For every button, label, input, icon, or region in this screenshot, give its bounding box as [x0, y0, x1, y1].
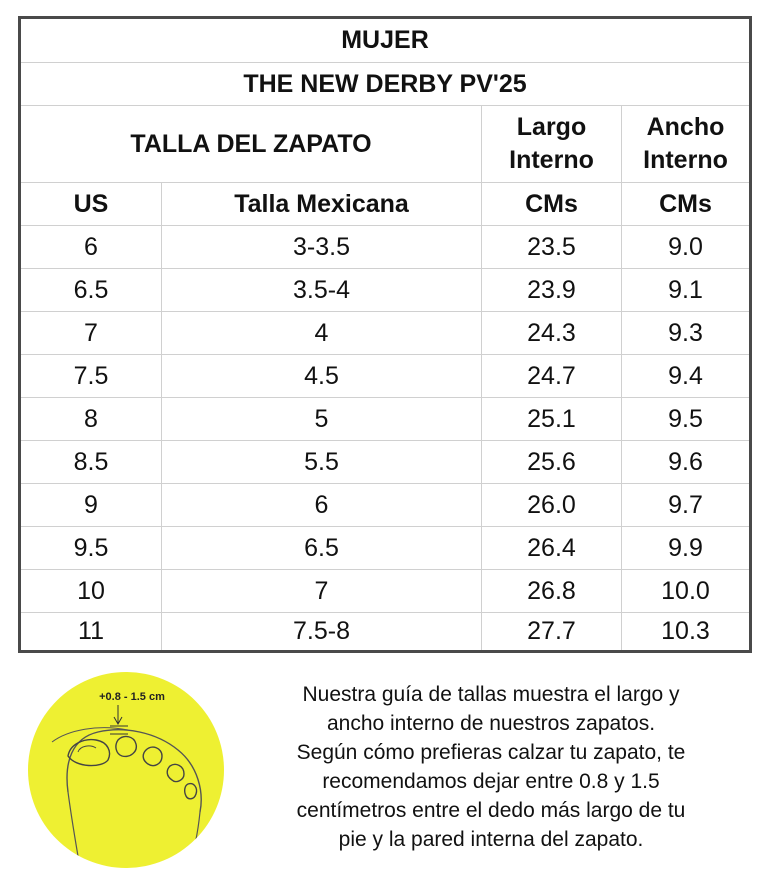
us-size: 10	[77, 576, 105, 605]
us-size: 9.5	[73, 533, 109, 562]
table-row	[21, 312, 749, 355]
inner-length: 24.7	[481, 355, 621, 397]
us-size: 7	[84, 318, 98, 347]
width-header	[621, 106, 749, 182]
us-size: 7.5	[73, 361, 109, 390]
inner-width: 9.3	[621, 312, 749, 354]
width-header-line2: Interno	[643, 146, 728, 174]
foot-toes-icon	[28, 672, 224, 868]
note-line: Nuestra guía de tallas muestra el largo y	[302, 683, 680, 706]
table-row	[21, 398, 749, 441]
shoe-size-header: TALLA DEL ZAPATO	[130, 129, 372, 158]
table-row	[21, 484, 749, 527]
length-header	[481, 106, 621, 182]
us-size: 6	[84, 232, 98, 261]
us-size: 8	[84, 404, 98, 433]
mx-size: 4	[161, 312, 481, 354]
mx-size: 3-3.5	[161, 226, 481, 268]
inner-length: 23.5	[481, 226, 621, 268]
gap-measure-label: +0.8 - 1.5 cm	[99, 691, 165, 703]
inner-length: 25.1	[481, 398, 621, 440]
note-line: Según cómo prefieras calzar tu zapato, te	[296, 741, 686, 764]
column-header-row	[21, 106, 749, 183]
inner-width: 10.0	[621, 570, 749, 612]
units-row	[21, 183, 749, 226]
inner-width: 9.6	[621, 441, 749, 483]
fit-guidance-note	[236, 680, 746, 854]
width-header-line1: Ancho	[646, 113, 725, 141]
table-row	[21, 441, 749, 484]
mx-size: 5.5	[161, 441, 481, 483]
note-line: ancho interno de nuestros zapatos.	[326, 712, 656, 735]
table-title: MUJER	[341, 26, 429, 54]
table-row	[21, 613, 749, 650]
note-line: recomendamos dejar entre 0.8 y 1.5	[322, 770, 660, 793]
inner-width: 9.0	[621, 226, 749, 268]
length-header-line2: Interno	[509, 146, 594, 174]
inner-width: 10.3	[621, 613, 749, 650]
inner-length: 24.3	[481, 312, 621, 354]
mx-size: 4.5	[161, 355, 481, 397]
inner-width: 9.4	[621, 355, 749, 397]
size-chart-table	[18, 16, 752, 653]
table-row	[21, 355, 749, 398]
length-unit-header: CMs	[481, 183, 621, 225]
inner-width: 9.1	[621, 269, 749, 311]
mx-size: 7	[161, 570, 481, 612]
mx-size: 3.5-4	[161, 269, 481, 311]
table-subtitle: THE NEW DERBY PV'25	[243, 69, 527, 98]
inner-length: 25.6	[481, 441, 621, 483]
us-size: 9	[84, 490, 98, 519]
inner-length: 26.4	[481, 527, 621, 569]
inner-width: 9.9	[621, 527, 749, 569]
us-size: 8.5	[73, 447, 109, 476]
table-row	[21, 226, 749, 269]
inner-width: 9.5	[621, 398, 749, 440]
subtitle-row	[21, 63, 749, 106]
inner-length: 23.9	[481, 269, 621, 311]
mx-size: 7.5-8	[161, 613, 481, 650]
inner-length: 26.8	[481, 570, 621, 612]
mx-size: 6	[161, 484, 481, 526]
table-row	[21, 570, 749, 613]
mx-size: 6.5	[161, 527, 481, 569]
inner-length: 27.7	[481, 613, 621, 650]
length-header-line1: Largo	[516, 113, 587, 141]
mx-unit-header: Talla Mexicana	[161, 183, 481, 225]
inner-width: 9.7	[621, 484, 749, 526]
us-unit-header: US	[73, 189, 109, 218]
title-row	[21, 19, 749, 63]
us-size: 11	[78, 617, 104, 645]
mx-size: 5	[161, 398, 481, 440]
us-size: 6.5	[73, 275, 109, 304]
inner-length: 26.0	[481, 484, 621, 526]
width-unit-header: CMs	[621, 183, 749, 225]
table-row	[21, 527, 749, 570]
foot-illustration	[28, 672, 224, 868]
note-line: centímetros entre el dedo más largo de tu	[296, 799, 686, 822]
note-line: pie y la pared interna del zapato.	[338, 828, 644, 851]
table-row	[21, 269, 749, 312]
